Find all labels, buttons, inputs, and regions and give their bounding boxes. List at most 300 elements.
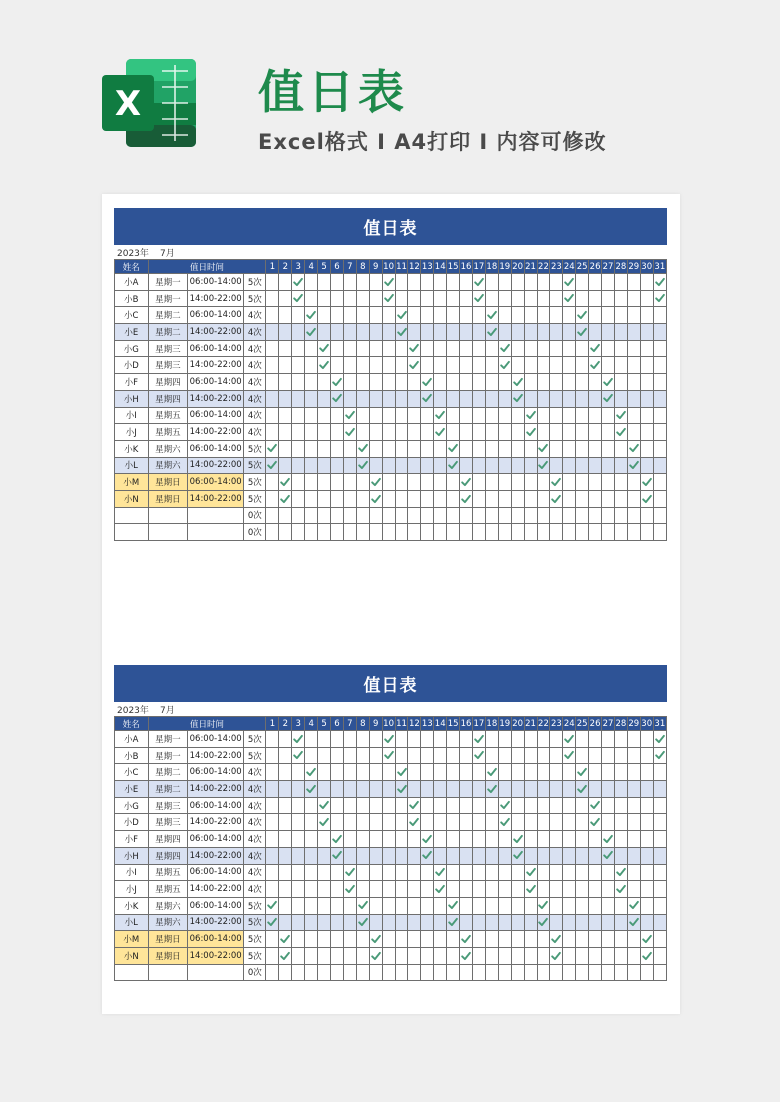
day-cell[interactable]	[614, 864, 627, 881]
day-cell[interactable]	[460, 764, 473, 781]
day-cell[interactable]	[563, 457, 576, 474]
cell-time[interactable]: 14:00-22:00	[188, 457, 244, 474]
day-cell[interactable]	[408, 324, 421, 341]
day-cell[interactable]	[589, 747, 602, 764]
day-cell[interactable]	[421, 964, 434, 981]
day-cell[interactable]	[292, 507, 305, 524]
day-cell[interactable]	[434, 731, 447, 748]
day-cell[interactable]	[434, 847, 447, 864]
day-cell[interactable]	[421, 340, 434, 357]
day-cell[interactable]	[589, 407, 602, 424]
day-cell[interactable]	[266, 457, 279, 474]
day-cell[interactable]	[627, 814, 640, 831]
day-cell[interactable]	[576, 474, 589, 491]
day-cell[interactable]	[563, 307, 576, 324]
day-cell[interactable]	[640, 914, 653, 931]
day-cell[interactable]	[640, 457, 653, 474]
day-cell[interactable]	[382, 881, 395, 898]
day-cell[interactable]	[460, 390, 473, 407]
day-cell[interactable]	[537, 424, 550, 441]
day-cell[interactable]	[292, 897, 305, 914]
day-cell[interactable]	[653, 290, 666, 307]
day-cell[interactable]	[382, 764, 395, 781]
day-cell[interactable]	[511, 731, 524, 748]
day-cell[interactable]	[331, 357, 344, 374]
day-cell[interactable]	[369, 374, 382, 391]
day-cell[interactable]	[614, 290, 627, 307]
day-cell[interactable]	[408, 524, 421, 541]
day-cell[interactable]	[408, 290, 421, 307]
cell-time[interactable]: 06:00-14:00	[188, 731, 244, 748]
day-cell[interactable]	[550, 881, 563, 898]
day-cell[interactable]	[627, 324, 640, 341]
day-cell[interactable]	[653, 357, 666, 374]
day-cell[interactable]	[627, 374, 640, 391]
day-cell[interactable]	[537, 440, 550, 457]
day-cell[interactable]	[589, 474, 602, 491]
cell-name[interactable]: 小N	[115, 947, 149, 964]
day-cell[interactable]	[576, 747, 589, 764]
day-cell[interactable]	[550, 324, 563, 341]
day-cell[interactable]	[318, 881, 331, 898]
day-cell[interactable]	[395, 931, 408, 948]
day-cell[interactable]	[356, 290, 369, 307]
cell-name[interactable]: 小M	[115, 931, 149, 948]
day-cell[interactable]	[627, 831, 640, 848]
day-cell[interactable]	[614, 274, 627, 291]
day-cell[interactable]	[472, 831, 485, 848]
day-cell[interactable]	[266, 797, 279, 814]
day-cell[interactable]	[563, 490, 576, 507]
day-cell[interactable]	[498, 897, 511, 914]
day-cell[interactable]	[485, 881, 498, 898]
day-cell[interactable]	[395, 390, 408, 407]
day-cell[interactable]	[382, 490, 395, 507]
cell-count[interactable]: 4次	[244, 814, 266, 831]
day-cell[interactable]	[292, 731, 305, 748]
day-cell[interactable]	[434, 357, 447, 374]
day-cell[interactable]	[331, 507, 344, 524]
day-cell[interactable]	[485, 457, 498, 474]
day-cell[interactable]	[550, 897, 563, 914]
day-cell[interactable]	[331, 864, 344, 881]
day-cell[interactable]	[447, 964, 460, 981]
day-cell[interactable]	[537, 390, 550, 407]
day-cell[interactable]	[653, 340, 666, 357]
day-cell[interactable]	[472, 947, 485, 964]
day-cell[interactable]	[421, 290, 434, 307]
day-cell[interactable]	[408, 357, 421, 374]
day-cell[interactable]	[421, 881, 434, 898]
cell-time[interactable]: 06:00-14:00	[188, 831, 244, 848]
day-cell[interactable]	[421, 357, 434, 374]
day-cell[interactable]	[602, 947, 615, 964]
day-cell[interactable]	[318, 407, 331, 424]
day-cell[interactable]	[447, 507, 460, 524]
day-cell[interactable]	[408, 947, 421, 964]
day-cell[interactable]	[653, 390, 666, 407]
day-cell[interactable]	[653, 307, 666, 324]
day-cell[interactable]	[395, 357, 408, 374]
day-cell[interactable]	[369, 390, 382, 407]
day-cell[interactable]	[395, 731, 408, 748]
day-cell[interactable]	[614, 390, 627, 407]
day-cell[interactable]	[537, 274, 550, 291]
day-cell[interactable]	[498, 440, 511, 457]
day-cell[interactable]	[472, 424, 485, 441]
day-cell[interactable]	[472, 390, 485, 407]
cell-time[interactable]: 14:00-22:00	[188, 324, 244, 341]
day-cell[interactable]	[511, 747, 524, 764]
day-cell[interactable]	[472, 747, 485, 764]
day-cell[interactable]	[331, 490, 344, 507]
day-cell[interactable]	[318, 507, 331, 524]
day-cell[interactable]	[305, 474, 318, 491]
day-cell[interactable]	[460, 424, 473, 441]
day-cell[interactable]	[576, 864, 589, 881]
day-cell[interactable]	[421, 764, 434, 781]
day-cell[interactable]	[653, 864, 666, 881]
day-cell[interactable]	[395, 947, 408, 964]
day-cell[interactable]	[614, 814, 627, 831]
day-cell[interactable]	[279, 307, 292, 324]
day-cell[interactable]	[563, 864, 576, 881]
day-cell[interactable]	[279, 507, 292, 524]
cell-name[interactable]: 小L	[115, 457, 149, 474]
day-cell[interactable]	[460, 847, 473, 864]
day-cell[interactable]	[382, 814, 395, 831]
day-cell[interactable]	[498, 340, 511, 357]
day-cell[interactable]	[356, 864, 369, 881]
day-cell[interactable]	[563, 407, 576, 424]
day-cell[interactable]	[640, 340, 653, 357]
day-cell[interactable]	[266, 897, 279, 914]
cell-count[interactable]: 5次	[244, 931, 266, 948]
day-cell[interactable]	[343, 747, 356, 764]
day-cell[interactable]	[331, 290, 344, 307]
day-cell[interactable]	[266, 474, 279, 491]
day-cell[interactable]	[511, 340, 524, 357]
day-cell[interactable]	[460, 747, 473, 764]
day-cell[interactable]	[485, 374, 498, 391]
day-cell[interactable]	[460, 797, 473, 814]
day-cell[interactable]	[305, 340, 318, 357]
cell-count[interactable]: 5次	[244, 490, 266, 507]
day-cell[interactable]	[589, 781, 602, 798]
day-cell[interactable]	[305, 731, 318, 748]
day-cell[interactable]	[640, 847, 653, 864]
day-cell[interactable]	[498, 407, 511, 424]
day-cell[interactable]	[537, 524, 550, 541]
day-cell[interactable]	[472, 814, 485, 831]
cell-time[interactable]	[188, 964, 244, 981]
day-cell[interactable]	[421, 440, 434, 457]
day-cell[interactable]	[589, 374, 602, 391]
day-cell[interactable]	[369, 964, 382, 981]
day-cell[interactable]	[498, 424, 511, 441]
day-cell[interactable]	[292, 947, 305, 964]
day-cell[interactable]	[589, 490, 602, 507]
day-cell[interactable]	[434, 440, 447, 457]
day-cell[interactable]	[550, 274, 563, 291]
day-cell[interactable]	[266, 947, 279, 964]
day-cell[interactable]	[602, 307, 615, 324]
day-cell[interactable]	[460, 964, 473, 981]
day-cell[interactable]	[589, 457, 602, 474]
day-cell[interactable]	[279, 797, 292, 814]
day-cell[interactable]	[550, 781, 563, 798]
day-cell[interactable]	[356, 914, 369, 931]
day-cell[interactable]	[369, 831, 382, 848]
day-cell[interactable]	[640, 797, 653, 814]
day-cell[interactable]	[292, 814, 305, 831]
day-cell[interactable]	[653, 797, 666, 814]
day-cell[interactable]	[343, 764, 356, 781]
day-cell[interactable]	[563, 814, 576, 831]
day-cell[interactable]	[305, 764, 318, 781]
day-cell[interactable]	[485, 864, 498, 881]
day-cell[interactable]	[382, 731, 395, 748]
day-cell[interactable]	[653, 440, 666, 457]
day-cell[interactable]	[472, 374, 485, 391]
day-cell[interactable]	[576, 881, 589, 898]
day-cell[interactable]	[292, 781, 305, 798]
day-cell[interactable]	[369, 324, 382, 341]
day-cell[interactable]	[356, 947, 369, 964]
day-cell[interactable]	[602, 814, 615, 831]
day-cell[interactable]	[550, 914, 563, 931]
day-cell[interactable]	[266, 847, 279, 864]
day-cell[interactable]	[511, 524, 524, 541]
day-cell[interactable]	[343, 947, 356, 964]
cell-name[interactable]: 小M	[115, 474, 149, 491]
day-cell[interactable]	[395, 914, 408, 931]
day-cell[interactable]	[589, 914, 602, 931]
day-cell[interactable]	[395, 407, 408, 424]
day-cell[interactable]	[485, 747, 498, 764]
cell-weekday[interactable]: 星期二	[148, 764, 188, 781]
day-cell[interactable]	[524, 340, 537, 357]
day-cell[interactable]	[589, 424, 602, 441]
day-cell[interactable]	[369, 731, 382, 748]
day-cell[interactable]	[356, 374, 369, 391]
day-cell[interactable]	[447, 390, 460, 407]
day-cell[interactable]	[343, 864, 356, 881]
day-cell[interactable]	[318, 290, 331, 307]
day-cell[interactable]	[382, 407, 395, 424]
day-cell[interactable]	[434, 307, 447, 324]
cell-name[interactable]: 小G	[115, 340, 149, 357]
day-cell[interactable]	[550, 731, 563, 748]
cell-name[interactable]: 小K	[115, 897, 149, 914]
day-cell[interactable]	[460, 440, 473, 457]
day-cell[interactable]	[524, 814, 537, 831]
day-cell[interactable]	[614, 847, 627, 864]
day-cell[interactable]	[395, 374, 408, 391]
day-cell[interactable]	[498, 864, 511, 881]
day-cell[interactable]	[653, 964, 666, 981]
day-cell[interactable]	[395, 340, 408, 357]
day-cell[interactable]	[511, 897, 524, 914]
day-cell[interactable]	[602, 764, 615, 781]
cell-name[interactable]: 小F	[115, 374, 149, 391]
day-cell[interactable]	[305, 897, 318, 914]
day-cell[interactable]	[369, 947, 382, 964]
cell-weekday[interactable]: 星期四	[148, 390, 188, 407]
day-cell[interactable]	[305, 490, 318, 507]
day-cell[interactable]	[602, 931, 615, 948]
day-cell[interactable]	[395, 847, 408, 864]
day-cell[interactable]	[343, 847, 356, 864]
day-cell[interactable]	[640, 490, 653, 507]
day-cell[interactable]	[640, 814, 653, 831]
cell-weekday[interactable]: 星期二	[148, 781, 188, 798]
day-cell[interactable]	[576, 524, 589, 541]
cell-weekday[interactable]: 星期六	[148, 914, 188, 931]
day-cell[interactable]	[292, 324, 305, 341]
day-cell[interactable]	[511, 307, 524, 324]
day-cell[interactable]	[292, 797, 305, 814]
cell-count[interactable]: 4次	[244, 831, 266, 848]
cell-time[interactable]: 14:00-22:00	[188, 814, 244, 831]
cell-weekday[interactable]	[148, 507, 188, 524]
day-cell[interactable]	[640, 881, 653, 898]
day-cell[interactable]	[292, 747, 305, 764]
day-cell[interactable]	[498, 374, 511, 391]
day-cell[interactable]	[498, 814, 511, 831]
day-cell[interactable]	[511, 440, 524, 457]
day-cell[interactable]	[447, 407, 460, 424]
day-cell[interactable]	[305, 424, 318, 441]
day-cell[interactable]	[395, 274, 408, 291]
day-cell[interactable]	[524, 507, 537, 524]
day-cell[interactable]	[305, 781, 318, 798]
day-cell[interactable]	[331, 964, 344, 981]
day-cell[interactable]	[382, 831, 395, 848]
day-cell[interactable]	[640, 307, 653, 324]
day-cell[interactable]	[602, 864, 615, 881]
day-cell[interactable]	[421, 931, 434, 948]
day-cell[interactable]	[511, 964, 524, 981]
day-cell[interactable]	[331, 881, 344, 898]
day-cell[interactable]	[356, 931, 369, 948]
day-cell[interactable]	[318, 847, 331, 864]
day-cell[interactable]	[537, 781, 550, 798]
day-cell[interactable]	[395, 507, 408, 524]
day-cell[interactable]	[576, 507, 589, 524]
day-cell[interactable]	[472, 340, 485, 357]
day-cell[interactable]	[485, 781, 498, 798]
day-cell[interactable]	[382, 931, 395, 948]
cell-weekday[interactable]: 星期四	[148, 831, 188, 848]
day-cell[interactable]	[395, 307, 408, 324]
day-cell[interactable]	[460, 307, 473, 324]
day-cell[interactable]	[537, 407, 550, 424]
day-cell[interactable]	[343, 931, 356, 948]
day-cell[interactable]	[369, 457, 382, 474]
day-cell[interactable]	[589, 814, 602, 831]
cell-name[interactable]: 小B	[115, 290, 149, 307]
day-cell[interactable]	[537, 324, 550, 341]
day-cell[interactable]	[279, 440, 292, 457]
cell-weekday[interactable]: 星期五	[148, 864, 188, 881]
cell-weekday[interactable]: 星期六	[148, 897, 188, 914]
day-cell[interactable]	[395, 831, 408, 848]
day-cell[interactable]	[640, 440, 653, 457]
day-cell[interactable]	[395, 490, 408, 507]
day-cell[interactable]	[318, 947, 331, 964]
day-cell[interactable]	[563, 881, 576, 898]
day-cell[interactable]	[472, 490, 485, 507]
day-cell[interactable]	[305, 814, 318, 831]
day-cell[interactable]	[524, 964, 537, 981]
day-cell[interactable]	[627, 797, 640, 814]
day-cell[interactable]	[485, 474, 498, 491]
day-cell[interactable]	[511, 374, 524, 391]
day-cell[interactable]	[550, 524, 563, 541]
cell-weekday[interactable]: 星期日	[148, 947, 188, 964]
day-cell[interactable]	[279, 814, 292, 831]
day-cell[interactable]	[369, 490, 382, 507]
day-cell[interactable]	[395, 964, 408, 981]
day-cell[interactable]	[485, 390, 498, 407]
day-cell[interactable]	[447, 781, 460, 798]
day-cell[interactable]	[356, 847, 369, 864]
day-cell[interactable]	[576, 357, 589, 374]
day-cell[interactable]	[627, 474, 640, 491]
day-cell[interactable]	[653, 897, 666, 914]
cell-weekday[interactable]: 星期三	[148, 814, 188, 831]
day-cell[interactable]	[627, 931, 640, 948]
day-cell[interactable]	[408, 914, 421, 931]
day-cell[interactable]	[318, 490, 331, 507]
day-cell[interactable]	[343, 474, 356, 491]
day-cell[interactable]	[653, 931, 666, 948]
day-cell[interactable]	[537, 831, 550, 848]
day-cell[interactable]	[460, 864, 473, 881]
day-cell[interactable]	[382, 290, 395, 307]
day-cell[interactable]	[485, 507, 498, 524]
day-cell[interactable]	[602, 914, 615, 931]
day-cell[interactable]	[627, 781, 640, 798]
day-cell[interactable]	[447, 340, 460, 357]
day-cell[interactable]	[266, 357, 279, 374]
cell-weekday[interactable]: 星期五	[148, 881, 188, 898]
day-cell[interactable]	[589, 324, 602, 341]
day-cell[interactable]	[292, 847, 305, 864]
day-cell[interactable]	[343, 524, 356, 541]
day-cell[interactable]	[382, 374, 395, 391]
day-cell[interactable]	[408, 764, 421, 781]
day-cell[interactable]	[266, 831, 279, 848]
day-cell[interactable]	[511, 931, 524, 948]
day-cell[interactable]	[472, 964, 485, 981]
day-cell[interactable]	[511, 797, 524, 814]
day-cell[interactable]	[627, 897, 640, 914]
day-cell[interactable]	[292, 931, 305, 948]
day-cell[interactable]	[602, 440, 615, 457]
day-cell[interactable]	[421, 407, 434, 424]
day-cell[interactable]	[279, 947, 292, 964]
cell-count[interactable]: 0次	[244, 507, 266, 524]
cell-weekday[interactable]: 星期三	[148, 340, 188, 357]
day-cell[interactable]	[331, 407, 344, 424]
day-cell[interactable]	[614, 747, 627, 764]
cell-name[interactable]: 小K	[115, 440, 149, 457]
day-cell[interactable]	[524, 881, 537, 898]
day-cell[interactable]	[563, 764, 576, 781]
day-cell[interactable]	[343, 914, 356, 931]
